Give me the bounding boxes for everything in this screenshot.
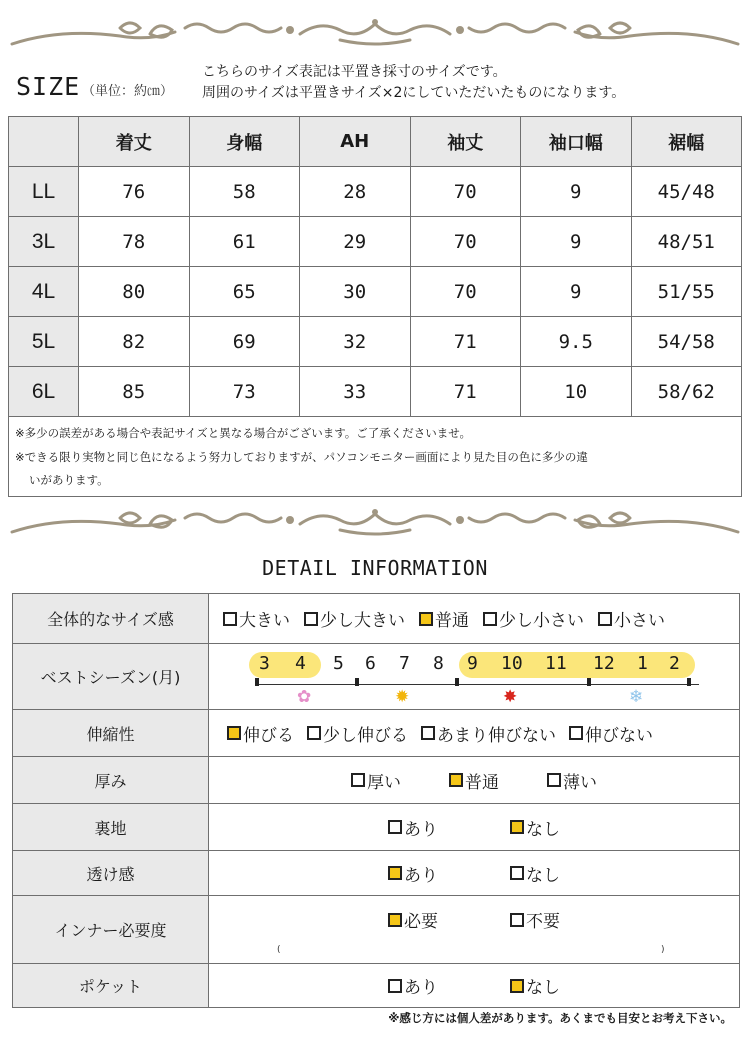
cell: 58/62	[631, 367, 742, 417]
cell: 65	[189, 267, 300, 317]
month-label: 1	[637, 652, 648, 674]
detail-label: 透け感	[13, 851, 209, 896]
table-row	[9, 217, 742, 267]
cell: 9	[521, 217, 632, 267]
detail-value	[209, 594, 740, 644]
cell: 70	[410, 167, 521, 217]
table-row	[9, 167, 742, 217]
detail-row-pocket	[13, 964, 740, 1008]
cell: 85	[79, 367, 190, 417]
checkbox-icon	[510, 913, 524, 927]
option-yes: あり	[388, 861, 438, 886]
checked-box-icon	[510, 979, 524, 993]
header-cell: 身幅	[189, 117, 300, 167]
cell: 9	[521, 267, 632, 317]
size-note	[202, 62, 625, 104]
option-thick: 厚い	[351, 768, 401, 793]
option-yes: あり	[388, 815, 438, 840]
option-normal: 普通	[419, 606, 469, 631]
cell: 9	[521, 167, 632, 217]
detail-label: 全体的なサイズ感	[13, 594, 209, 644]
detail-value	[209, 710, 740, 757]
detail-table	[12, 593, 740, 1008]
option-small: 小さい	[598, 606, 665, 631]
option-large: 大きい	[223, 606, 290, 631]
cell: 71	[410, 367, 521, 417]
checkbox-icon	[510, 866, 524, 880]
cell: 70	[410, 267, 521, 317]
option-no-stretch: 伸びない	[569, 721, 653, 746]
option-stretches: 伸びる	[227, 721, 294, 746]
footnote-line: ※できる限り実物と同じ色になるよう努力しておりますが、パソコンモニター画面により見た目の色に多少の違	[15, 450, 588, 464]
season-tick	[587, 678, 591, 686]
checkbox-icon	[421, 726, 435, 740]
size-note-line-2: 周囲のサイズは平置きサイズ×2にしていただいたものになります。	[202, 85, 626, 101]
row-label: 5L	[9, 317, 79, 367]
detail-label: 裏地	[13, 804, 209, 851]
checked-box-icon	[227, 726, 241, 740]
size-table-header-row	[9, 117, 742, 167]
checkbox-icon	[388, 820, 402, 834]
detail-value	[209, 851, 740, 896]
month-label: 7	[399, 652, 410, 674]
detail-title: DETAIL INFORMATION	[262, 556, 488, 580]
season-tick	[687, 678, 691, 686]
season-tick	[355, 678, 359, 686]
option-not-needed: 不要	[510, 907, 560, 932]
season-chart	[209, 646, 739, 708]
checked-box-icon	[419, 612, 433, 626]
footnote-row	[9, 417, 742, 497]
footnote-line: ※多少の誤差がある場合や表記サイズと異なる場合がございます。ご了承くださいませ。	[15, 426, 471, 440]
cell: 45/48	[631, 167, 742, 217]
detail-value	[209, 757, 740, 804]
detail-row-size-feel	[13, 594, 740, 644]
option-slightly-large: 少し大きい	[304, 606, 405, 631]
winter-snowflake-icon: ❄	[629, 686, 644, 707]
detail-value	[209, 896, 740, 964]
month-label: 8	[433, 652, 444, 674]
season-axis	[257, 681, 699, 685]
detail-label: 伸縮性	[13, 710, 209, 757]
option-yes: あり	[388, 973, 438, 998]
row-label: 4L	[9, 267, 79, 317]
month-label: 4	[295, 652, 306, 674]
option-needed: 必要	[388, 907, 438, 932]
cell: 69	[189, 317, 300, 367]
cell: 32	[300, 317, 411, 367]
cell: 76	[79, 167, 190, 217]
checkbox-icon	[388, 979, 402, 993]
cell: 30	[300, 267, 411, 317]
spring-flower-icon: ✿	[297, 686, 312, 707]
size-table-corner	[9, 117, 79, 167]
detail-label: インナー必要度	[13, 896, 209, 964]
month-label: 3	[259, 652, 270, 674]
month-label: 6	[365, 652, 376, 674]
detail-label: ポケット	[13, 964, 209, 1008]
size-note-line-1: こちらのサイズ表記は平置き採寸のサイズです。	[202, 64, 507, 80]
option-barely-stretches: あまり伸びない	[421, 721, 556, 746]
size-footnote	[9, 417, 742, 497]
cell: 70	[410, 217, 521, 267]
cell: 73	[189, 367, 300, 417]
cell: 9.5	[521, 317, 632, 367]
footnote-line: いがあります。	[29, 473, 109, 487]
cell: 78	[79, 217, 190, 267]
cell: 82	[79, 317, 190, 367]
header-cell: 裾幅	[631, 117, 742, 167]
final-note: ※感じ方には個人差があります。あくまでも目安とお考え下さい。	[388, 1011, 732, 1025]
row-label: LL	[9, 167, 79, 217]
option-no: なし	[510, 815, 560, 840]
detail-row-thickness	[13, 757, 740, 804]
season-tick	[255, 678, 259, 686]
table-row	[9, 267, 742, 317]
checkbox-icon	[223, 612, 237, 626]
size-title: SIZE	[16, 72, 81, 101]
checkbox-icon	[351, 773, 365, 787]
cell: 71	[410, 317, 521, 367]
month-label: 2	[669, 652, 680, 674]
option-slightly-stretches: 少し伸びる	[307, 721, 408, 746]
season-tick	[455, 678, 459, 686]
option-slightly-small: 少し小さい	[483, 606, 584, 631]
checkbox-icon	[569, 726, 583, 740]
cell: 48/51	[631, 217, 742, 267]
detail-row-inner-need	[13, 896, 740, 964]
cell: 54/58	[631, 317, 742, 367]
month-label: 5	[333, 652, 344, 674]
size-table	[8, 116, 742, 497]
row-label: 3L	[9, 217, 79, 267]
size-header	[12, 62, 742, 108]
header-cell: 袖口幅	[521, 117, 632, 167]
cell: 80	[79, 267, 190, 317]
summer-sunflower-icon: ✹	[395, 686, 410, 707]
detail-row-best-season	[13, 644, 740, 710]
detail-row-stretch	[13, 710, 740, 757]
table-row	[9, 367, 742, 417]
table-row	[9, 317, 742, 367]
checkbox-icon	[304, 612, 318, 626]
checkbox-icon	[483, 612, 497, 626]
header-cell: 着丈	[79, 117, 190, 167]
detail-row-lining	[13, 804, 740, 851]
autumn-maple-leaf-icon: ✸	[503, 686, 518, 707]
season-highlight	[459, 652, 695, 678]
checked-box-icon	[388, 913, 402, 927]
month-label: 9	[467, 652, 478, 674]
paren-close: )	[661, 945, 665, 955]
checkbox-icon	[547, 773, 561, 787]
detail-value	[209, 804, 740, 851]
detail-row-sheerness	[13, 851, 740, 896]
detail-label: 厚み	[13, 757, 209, 804]
size-unit: （単位：約㎝）	[82, 84, 174, 99]
detail-value	[209, 644, 740, 710]
month-label: 10	[501, 652, 523, 674]
month-label: 11	[545, 652, 567, 674]
option-no: なし	[510, 973, 560, 998]
row-label: 6L	[9, 367, 79, 417]
option-no: なし	[510, 861, 560, 886]
cell: 51/55	[631, 267, 742, 317]
detail-label: ベストシーズン(月)	[13, 644, 209, 710]
top-ornament-divider	[0, 14, 750, 48]
cell: 29	[300, 217, 411, 267]
cell: 61	[189, 217, 300, 267]
checkbox-icon	[307, 726, 321, 740]
cell: 28	[300, 167, 411, 217]
checked-box-icon	[388, 866, 402, 880]
checked-box-icon	[449, 773, 463, 787]
cell: 10	[521, 367, 632, 417]
month-label: 12	[593, 652, 615, 674]
detail-value	[209, 964, 740, 1008]
option-thin: 薄い	[547, 768, 597, 793]
header-cell: AH	[300, 117, 411, 167]
option-normal: 普通	[449, 768, 499, 793]
checked-box-icon	[510, 820, 524, 834]
paren-open: (	[277, 945, 281, 955]
checkbox-icon	[598, 612, 612, 626]
cell: 58	[189, 167, 300, 217]
cell: 33	[300, 367, 411, 417]
header-cell: 袖丈	[410, 117, 521, 167]
middle-ornament-divider	[0, 506, 750, 540]
